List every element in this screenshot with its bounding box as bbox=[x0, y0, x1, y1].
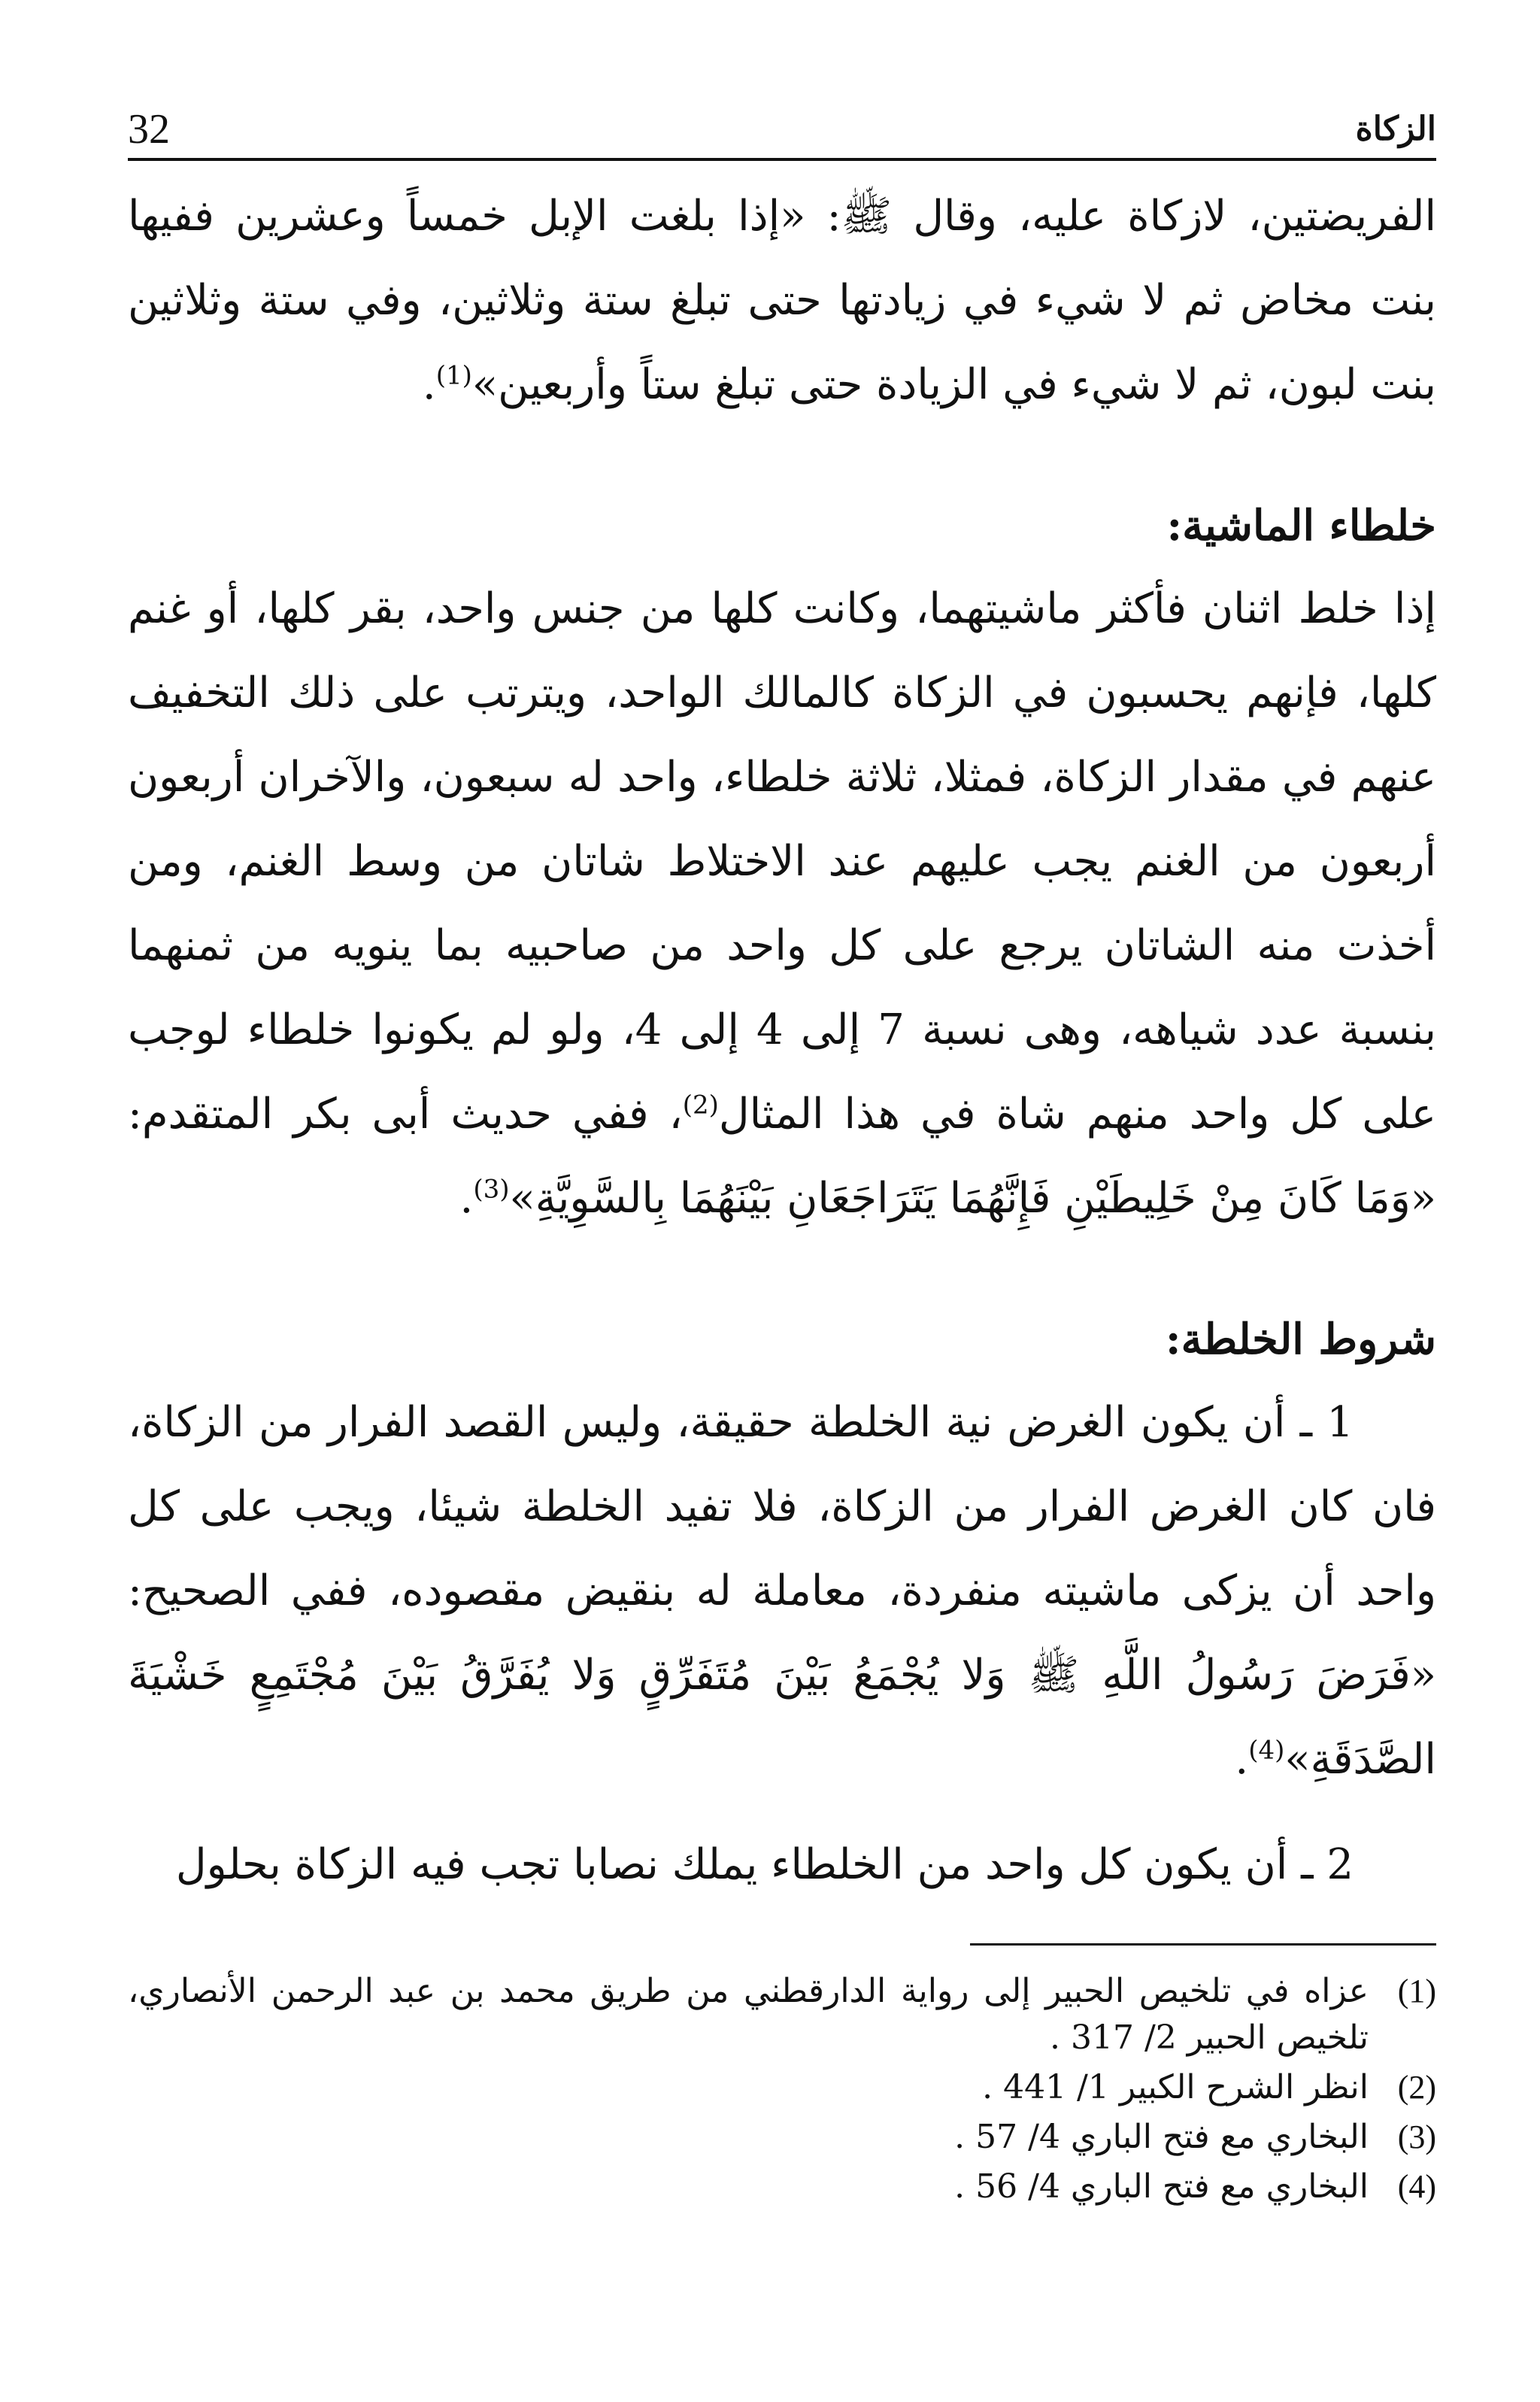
footnotes bbox=[128, 1968, 1436, 2210]
footnote-text: البخاري مع فتح الباري 4/ 56 . bbox=[954, 2167, 1369, 2206]
intro-end: . bbox=[422, 360, 436, 409]
footnote-ref-2: (2) bbox=[682, 1090, 719, 1121]
section1-text: إذا خلط اثنان فأكثر ماشيتهما، وكانت كلها من جنس واحد، بقر كلها، أو غنم كلها، فإنهم يحسبون في الزكاة كالمالك الواحد، ويترتب على ذلك التخفيف عنهم في مقدار الزكاة، فمثلا، ثلاثة خلطاء، واحد له سبعون، والآخران أربعون أربعون من الغنم يجب عليهم عند الاختلاط شاتان من وسط الغنم، ومن أخذت منه الشاتان يرجع على كل واحد من صاحبيه بما ينويه من ثمنهما بنسبة عدد شياهه، وهى نسبة 7 إلى 4 إلى 4، ولو لم يكونوا خلطاء لوجب على كل واحد منهم شاة في هذا المثال bbox=[128, 584, 1437, 1139]
intro-text: الفريضتين، لازكاة عليه، وقال ﷺ: «إذا بلغت الإبل خمساً وعشرين ففيها بنت مخاض ثم لا شيء في زيادتها حتى تبلغ ستة وثلاثين، وفي ستة وثلاثين بنت لبون، ثم لا شيء في الزيادة حتى تبلغ ستاً وأربعين» bbox=[128, 192, 1437, 409]
intro-paragraph bbox=[128, 174, 1436, 427]
footnote-ref-4: (4) bbox=[1248, 1735, 1285, 1766]
footnote-text: انظر الشرح الكبير 1/ 441 . bbox=[982, 2068, 1369, 2106]
footnote-2 bbox=[128, 2064, 1436, 2111]
section-heading-mixing-livestock: خلطاء الماشية: bbox=[1166, 501, 1436, 550]
footnote-number: (2) bbox=[1397, 2069, 1436, 2106]
book-page bbox=[128, 105, 1436, 2213]
footnote-text: البخاري مع فتح الباري 4/ 57 . bbox=[954, 2118, 1369, 2156]
footnote-3 bbox=[128, 2114, 1436, 2161]
page-number: 32 bbox=[128, 106, 170, 153]
footnote-divider bbox=[970, 1943, 1436, 1946]
footnote-4 bbox=[128, 2164, 1436, 2210]
condition-1-text: 1 ـ أن يكون الغرض نية الخلطة حقيقة، وليس القصد الفرار من الزكاة، فان كان الغرض الفرار من الزكاة، فلا تفيد الخلطة شيئا، ويجب على كل واحد أن يزكى ماشيته منفردة، معاملة له بنقيض مقصوده، ففي الصحيح: «فَرَضَ رَسُولُ اللَّهِ ﷺ وَلا يُجْمَعُ بَيْنَ مُتَفَرِّقٍ وَلا يُفَرَّقُ بَيْنَ مُجْتَمِعٍ خَشْيَةَ الصَّدَقَةِ» bbox=[128, 1398, 1436, 1784]
page-header bbox=[128, 105, 1436, 161]
footnote-number: (1) bbox=[1397, 1973, 1436, 2009]
footnote-number: (4) bbox=[1397, 2168, 1436, 2205]
condition-2-text: 2 ـ أن يكون كل واحد من الخلطاء يملك نصابا تجب فيه الزكاة بحلول bbox=[175, 1840, 1354, 1889]
footnote-ref-3: (3) bbox=[473, 1174, 510, 1205]
condition-item-2 bbox=[128, 1823, 1436, 1907]
condition-1-end: . bbox=[1235, 1735, 1249, 1784]
condition-item-1 bbox=[128, 1381, 1436, 1802]
section1-text2: ، ففي حديث أبى بكر المتقدم: «وَمَا كَانَ مِنْ خَلِيطَيْنِ فَإِنَّهُمَا يَتَرَاجَعَانِ بَيْنَهُمَا بِالسَّوِيَّةِ» bbox=[128, 1090, 1436, 1223]
section1-paragraph bbox=[128, 567, 1436, 1241]
footnote-1 bbox=[128, 1968, 1436, 2061]
section1-end: . bbox=[459, 1174, 474, 1223]
footnote-ref-1: (1) bbox=[435, 360, 472, 391]
running-title: الزكاة bbox=[1355, 110, 1436, 148]
footnote-number: (3) bbox=[1397, 2118, 1436, 2155]
footnote-text: عزاه في تلخيص الحبير إلى رواية الدارقطني من طريق محمد بن عبد الرحمن الأنصاري، تلخيص الحبير 2/ 317 . bbox=[128, 1972, 1369, 2057]
section-heading-mixing-conditions: شروط الخلطة: bbox=[1165, 1315, 1436, 1364]
